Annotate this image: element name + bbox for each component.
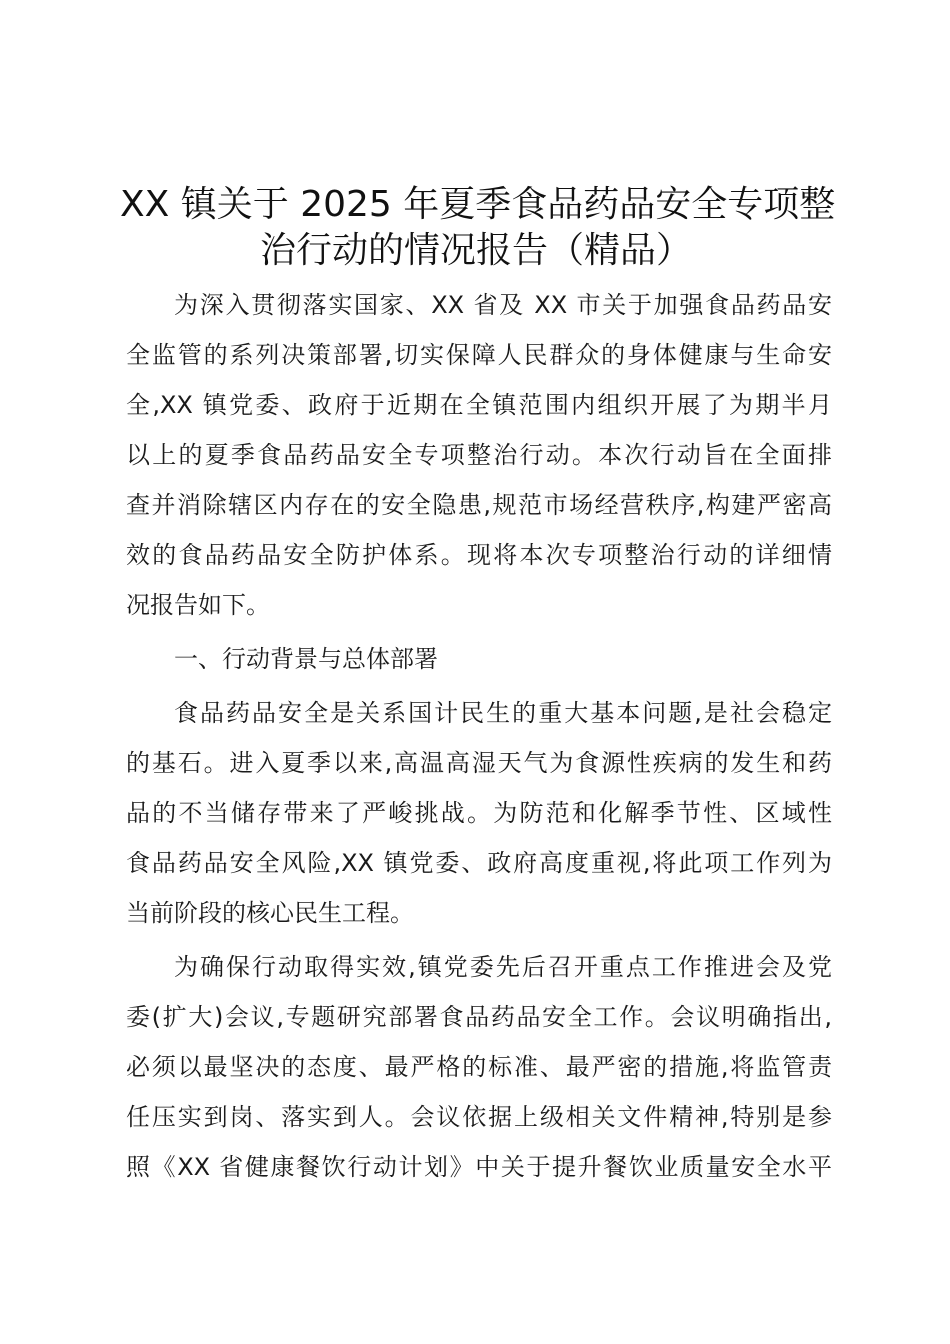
text-line: 食品药品安全风险,XX 镇党委、政府高度重视,将此项工作列为	[126, 849, 832, 877]
background-paragraph	[126, 688, 832, 938]
text-line: 为深入贯彻落实国家、XX 省及 XX 市关于加强食品药品安	[174, 291, 832, 319]
text-line: 全监管的系列决策部署,切实保障人民群众的身体健康与生命安	[126, 341, 832, 369]
text-line: 效的食品药品安全防护体系。现将本次专项整治行动的详细情	[126, 541, 832, 569]
text-line: 食品药品安全是关系国计民生的重大基本问题,是社会稳定	[174, 699, 832, 727]
text-line: 照《XX 省健康餐饮行动计划》中关于提升餐饮业质量安全水平	[126, 1153, 832, 1181]
deployment-paragraph	[126, 942, 832, 1192]
text-line: 的基石。进入夏季以来,高温高湿天气为食源性疾病的发生和药	[126, 749, 832, 777]
title-line: XX 镇关于 2025 年夏季食品药品安全专项整	[120, 184, 836, 225]
intro-paragraph	[126, 280, 832, 630]
text-line: 必须以最坚决的态度、最严格的标准、最严密的措施,将监管责	[126, 1053, 832, 1081]
title-line: 治行动的情况报告（精品）	[259, 230, 692, 271]
text-line: 当前阶段的核心民生工程。	[126, 899, 414, 927]
section-heading	[126, 634, 832, 684]
text-line: 查并消除辖区内存在的安全隐患,规范市场经营秩序,构建严密高	[126, 491, 832, 519]
text-line: 任压实到岗、落实到人。会议依据上级相关文件精神,特别是参	[126, 1103, 832, 1131]
document-body	[126, 280, 832, 1192]
text-line: 全,XX 镇党委、政府于近期在全镇范围内组织开展了为期半月	[126, 391, 832, 419]
text-line: 委(扩大)会议,专题研究部署食品药品安全工作。会议明确指出,	[126, 1003, 832, 1031]
document-title	[120, 182, 836, 274]
text-line: 一、行动背景与总体部署	[174, 645, 438, 673]
text-line: 况报告如下。	[126, 591, 270, 619]
text-line: 品的不当储存带来了严峻挑战。为防范和化解季节性、区域性	[126, 799, 832, 827]
text-line: 以上的夏季食品药品安全专项整治行动。本次行动旨在全面排	[126, 441, 832, 469]
text-line: 为确保行动取得实效,镇党委先后召开重点工作推进会及党	[174, 953, 832, 981]
